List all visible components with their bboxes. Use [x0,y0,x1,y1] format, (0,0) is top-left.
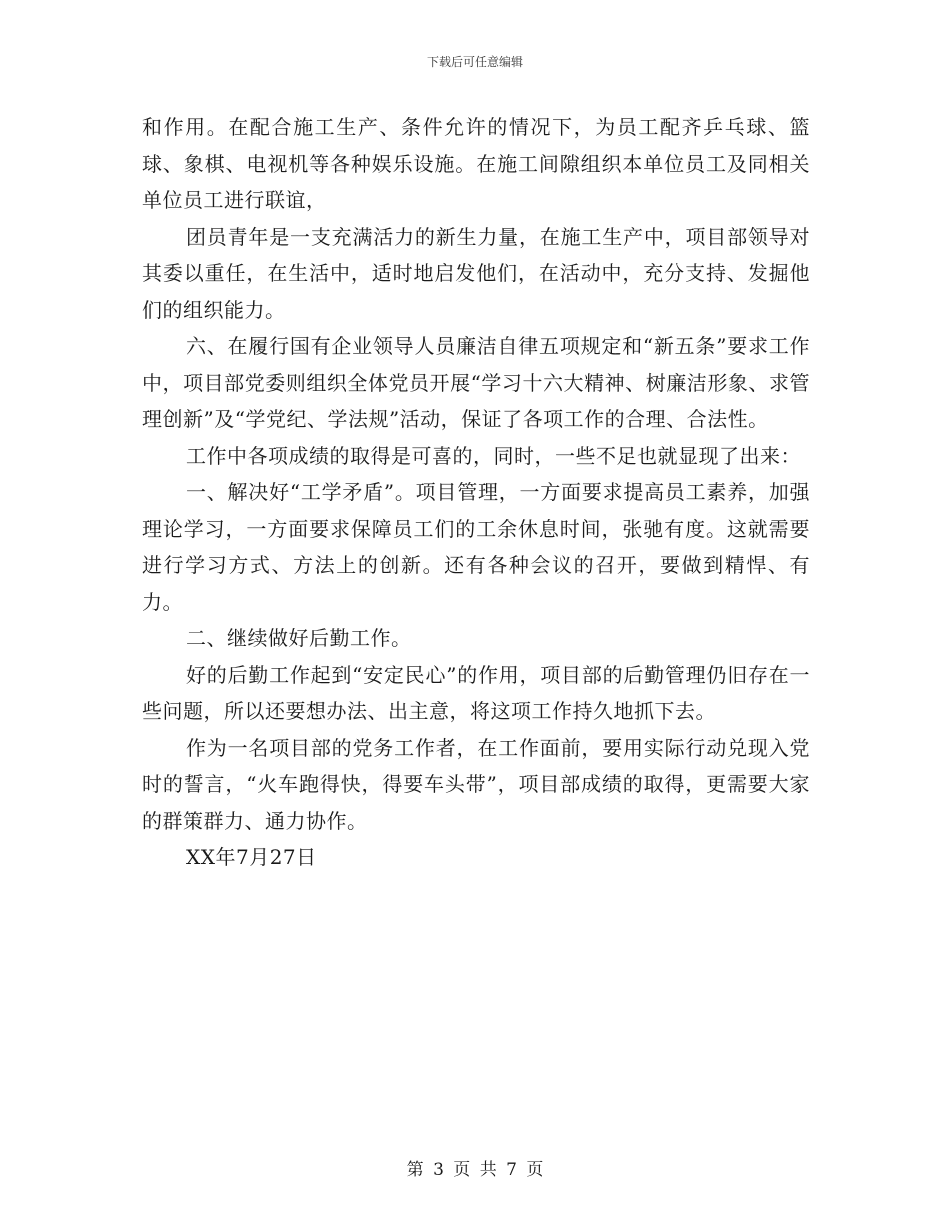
page-header: 下载后可任意编辑 [426,55,523,69]
paragraph: 二、继续做好后勤工作。 [186,626,412,650]
paragraph: 团员青年是一支充满活力的新生力量，在施工生产中，项目部领导对其委以重任，在生活中，适时地启发他们，在活动中，充分支持、发掘他们的组织能力。 [142,224,810,322]
paragraph: 作为一名项目部的党务工作者，在工作面前，要用实际行动兑现入党时的誓言，“火车跑得快，得要车头带”，项目部成绩的取得，更需要大家的群策群力、通力协作。 [142,735,810,833]
paragraph: 六、在履行国有企业领导人员廉洁自律五项规定和“新五条”要求工作中，项目部党委则组织全体党员开展“学习十六大精神、树廉洁形象、求管理创新”及“学党纪、学法规”活动，保证了各项工作的合理、合法性。 [142,334,810,431]
document-body [142,109,810,876]
page-number: 第 3 页 共 7 页 [406,1160,544,1180]
paragraph: 一、解决好“工学矛盾”。项目管理，一方面要求提高员工素养，加强理论学习，一方面要求保障员工们的工余休息时间，张驰有度。这就需要进行学习方式、方法上的创新。还有各种会议的召开，要做到精悍、有力。 [142,480,810,614]
paragraph: 工作中各项成绩的取得是可喜的，同时，一些不足也就显现了出来： [186,443,801,468]
date-line: XX年7月27日 [186,845,317,869]
paragraph: 好的后勤工作起到“安定民心”的作用，项目部的后勤管理仍旧存在一些问题，所以还要想办法、出主意，将这项工作持久地抓下去。 [142,662,810,723]
paragraph: 和作用。在配合施工生产、条件允许的情况下，为员工配齐乒乓球、篮球、象棋、电视机等各种娱乐设施。在施工间隙组织本单位员工及同相关单位员工进行联谊， [142,115,810,212]
